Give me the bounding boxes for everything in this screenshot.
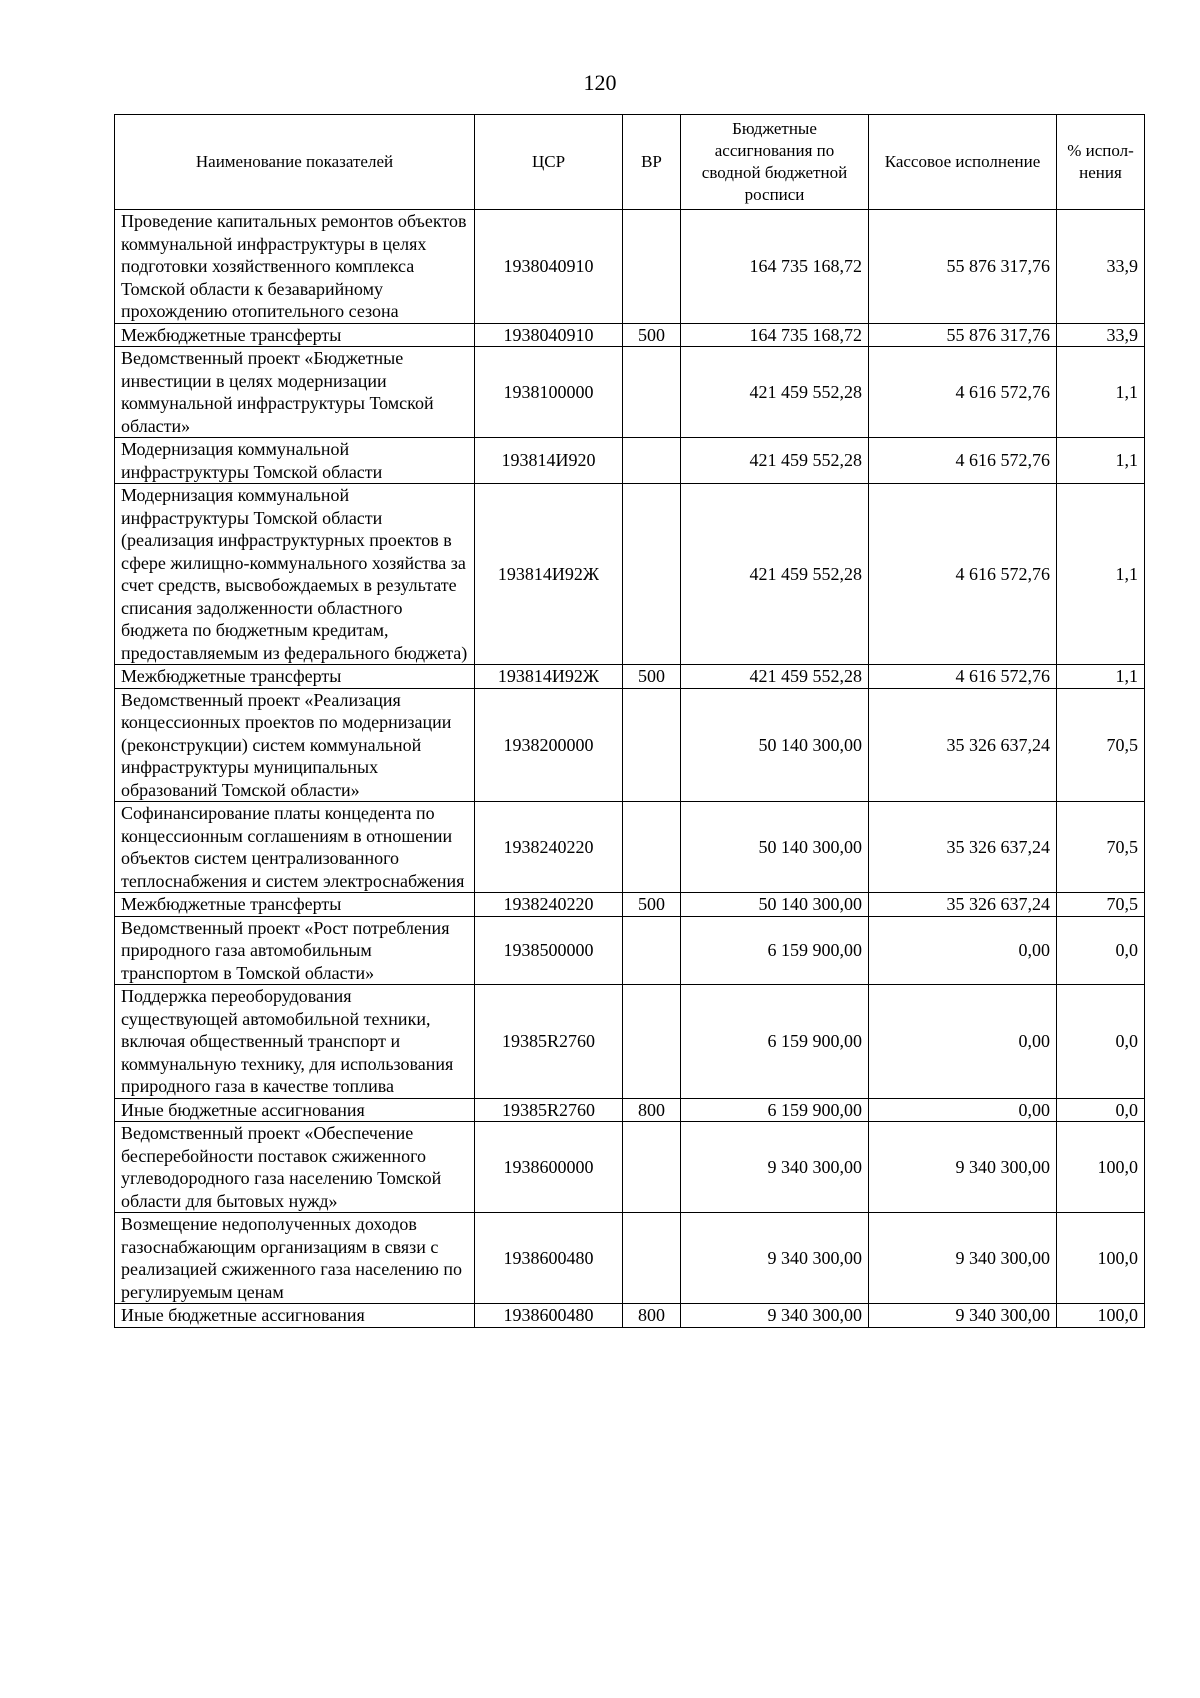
table-row <box>115 1098 1145 1122</box>
cell-percent: 100,0 <box>1057 1122 1145 1213</box>
cell-cash: 55 876 317,76 <box>869 323 1057 347</box>
cell-vr <box>623 484 681 665</box>
cell-percent: 100,0 <box>1057 1304 1145 1328</box>
cell-percent: 1,1 <box>1057 484 1145 665</box>
header-vr: ВР <box>623 115 681 210</box>
cell-cash: 0,00 <box>869 916 1057 985</box>
cell-budget: 6 159 900,00 <box>681 916 869 985</box>
cell-name: Межбюджетные трансферты <box>115 665 475 689</box>
cell-csr: 1938240220 <box>475 802 623 893</box>
table-row <box>115 688 1145 802</box>
cell-cash: 4 616 572,76 <box>869 438 1057 484</box>
table-row <box>115 323 1145 347</box>
cell-percent: 33,9 <box>1057 323 1145 347</box>
cell-percent: 0,0 <box>1057 1098 1145 1122</box>
cell-name: Модернизация коммунальной инфраструктуры Томской области <box>115 438 475 484</box>
table-row <box>115 893 1145 917</box>
table-row <box>115 665 1145 689</box>
cell-vr <box>623 1213 681 1304</box>
cell-name: Возмещение недополученных доходов газоснабжающим организациям в связи с реализацией сжиженного газа населению по регулируемым ценам <box>115 1213 475 1304</box>
header-execution-percent: % испол-нения <box>1057 115 1145 210</box>
cell-name: Поддержка переоборудования существующей автомобильной техники, включая общественный транспорт и коммунальную технику, для использования природного газа в качестве топлива <box>115 985 475 1099</box>
header-csr: ЦСР <box>475 115 623 210</box>
cell-name: Ведомственный проект «Обеспечение бесперебойности поставок сжиженного углеводородного газа населению Томской области для бытовых нужд» <box>115 1122 475 1213</box>
cell-vr: 500 <box>623 665 681 689</box>
cell-cash: 9 340 300,00 <box>869 1304 1057 1328</box>
cell-budget: 421 459 552,28 <box>681 347 869 438</box>
cell-budget: 164 735 168,72 <box>681 210 869 324</box>
cell-csr: 1938200000 <box>475 688 623 802</box>
table-row <box>115 985 1145 1099</box>
cell-cash: 0,00 <box>869 985 1057 1099</box>
cell-name: Межбюджетные трансферты <box>115 893 475 917</box>
cell-csr: 193814И92Ж <box>475 665 623 689</box>
cell-budget: 421 459 552,28 <box>681 484 869 665</box>
cell-name: Межбюджетные трансферты <box>115 323 475 347</box>
cell-name: Ведомственный проект «Рост потребления природного газа автомобильным транспортом в Томской области» <box>115 916 475 985</box>
cell-budget: 50 140 300,00 <box>681 802 869 893</box>
table-row <box>115 1122 1145 1213</box>
cell-cash: 9 340 300,00 <box>869 1213 1057 1304</box>
cell-percent: 1,1 <box>1057 347 1145 438</box>
table-row <box>115 802 1145 893</box>
cell-name: Иные бюджетные ассигнования <box>115 1304 475 1328</box>
cell-csr: 19385R2760 <box>475 1098 623 1122</box>
cell-budget: 6 159 900,00 <box>681 1098 869 1122</box>
cell-cash: 35 326 637,24 <box>869 802 1057 893</box>
cell-vr <box>623 1122 681 1213</box>
cell-vr <box>623 688 681 802</box>
cell-csr: 1938600480 <box>475 1213 623 1304</box>
table-row <box>115 210 1145 324</box>
budget-execution-table <box>114 114 1145 1328</box>
cell-vr <box>623 347 681 438</box>
cell-csr: 1938040910 <box>475 210 623 324</box>
cell-vr <box>623 210 681 324</box>
cell-percent: 70,5 <box>1057 802 1145 893</box>
table-row <box>115 484 1145 665</box>
cell-vr <box>623 802 681 893</box>
cell-cash: 4 616 572,76 <box>869 484 1057 665</box>
cell-csr: 1938500000 <box>475 916 623 985</box>
cell-budget: 6 159 900,00 <box>681 985 869 1099</box>
header-indicator-name: Наименование показателей <box>115 115 475 210</box>
cell-cash: 4 616 572,76 <box>869 665 1057 689</box>
cell-budget: 9 340 300,00 <box>681 1304 869 1328</box>
cell-cash: 9 340 300,00 <box>869 1122 1057 1213</box>
table-row <box>115 438 1145 484</box>
cell-csr: 1938600480 <box>475 1304 623 1328</box>
page-number: 120 <box>583 70 617 95</box>
cell-vr <box>623 916 681 985</box>
cell-cash: 0,00 <box>869 1098 1057 1122</box>
cell-budget: 421 459 552,28 <box>681 665 869 689</box>
table-row <box>115 347 1145 438</box>
cell-budget: 9 340 300,00 <box>681 1213 869 1304</box>
cell-budget: 421 459 552,28 <box>681 438 869 484</box>
header-cash-execution: Кассовое исполнение <box>869 115 1057 210</box>
cell-vr <box>623 985 681 1099</box>
cell-percent: 33,9 <box>1057 210 1145 324</box>
cell-percent: 70,5 <box>1057 893 1145 917</box>
cell-vr: 500 <box>623 323 681 347</box>
cell-percent: 1,1 <box>1057 438 1145 484</box>
cell-csr: 1938100000 <box>475 347 623 438</box>
cell-percent: 1,1 <box>1057 665 1145 689</box>
cell-budget: 50 140 300,00 <box>681 893 869 917</box>
cell-name: Проведение капитальных ремонтов объектов коммунальной инфраструктуры в целях подготовки хозяйственного комплекса Томской области к безаварийному прохождению отопительного сезона <box>115 210 475 324</box>
cell-csr: 19385R2760 <box>475 985 623 1099</box>
cell-budget: 9 340 300,00 <box>681 1122 869 1213</box>
table-row <box>115 1213 1145 1304</box>
cell-vr <box>623 438 681 484</box>
cell-csr: 1938240220 <box>475 893 623 917</box>
cell-name: Ведомственный проект «Реализация концессионных проектов по модернизации (реконструкции) систем коммунальной инфраструктуры муниципальных образований Томской области» <box>115 688 475 802</box>
header-budget-allocations: Бюджетные ассигнования по сводной бюджетной росписи <box>681 115 869 210</box>
cell-cash: 35 326 637,24 <box>869 688 1057 802</box>
cell-percent: 70,5 <box>1057 688 1145 802</box>
cell-percent: 0,0 <box>1057 916 1145 985</box>
cell-percent: 100,0 <box>1057 1213 1145 1304</box>
cell-percent: 0,0 <box>1057 985 1145 1099</box>
cell-budget: 50 140 300,00 <box>681 688 869 802</box>
cell-cash: 4 616 572,76 <box>869 347 1057 438</box>
cell-cash: 35 326 637,24 <box>869 893 1057 917</box>
cell-vr: 800 <box>623 1304 681 1328</box>
cell-csr: 1938600000 <box>475 1122 623 1213</box>
cell-budget: 164 735 168,72 <box>681 323 869 347</box>
cell-name: Иные бюджетные ассигнования <box>115 1098 475 1122</box>
table-row <box>115 916 1145 985</box>
cell-csr: 193814И920 <box>475 438 623 484</box>
table-header-row <box>115 115 1145 210</box>
cell-name: Модернизация коммунальной инфраструктуры Томской области (реализация инфраструктурных проектов в сфере жилищно-коммунального хозяйства за счет средств, высвобождаемых в результате списания задолженности областного бюджета по бюджетным кредитам, предоставляемым из федерального бюджета) <box>115 484 475 665</box>
cell-vr: 800 <box>623 1098 681 1122</box>
cell-name: Ведомственный проект «Бюджетные инвестиции в целях модернизации коммунальной инфраструктуры Томской области» <box>115 347 475 438</box>
cell-name: Софинансирование платы концедента по концессионным соглашениям в отношении объектов систем централизованного теплоснабжения и систем электроснабжения <box>115 802 475 893</box>
cell-csr: 1938040910 <box>475 323 623 347</box>
table-row <box>115 1304 1145 1328</box>
cell-vr: 500 <box>623 893 681 917</box>
cell-cash: 55 876 317,76 <box>869 210 1057 324</box>
cell-csr: 193814И92Ж <box>475 484 623 665</box>
